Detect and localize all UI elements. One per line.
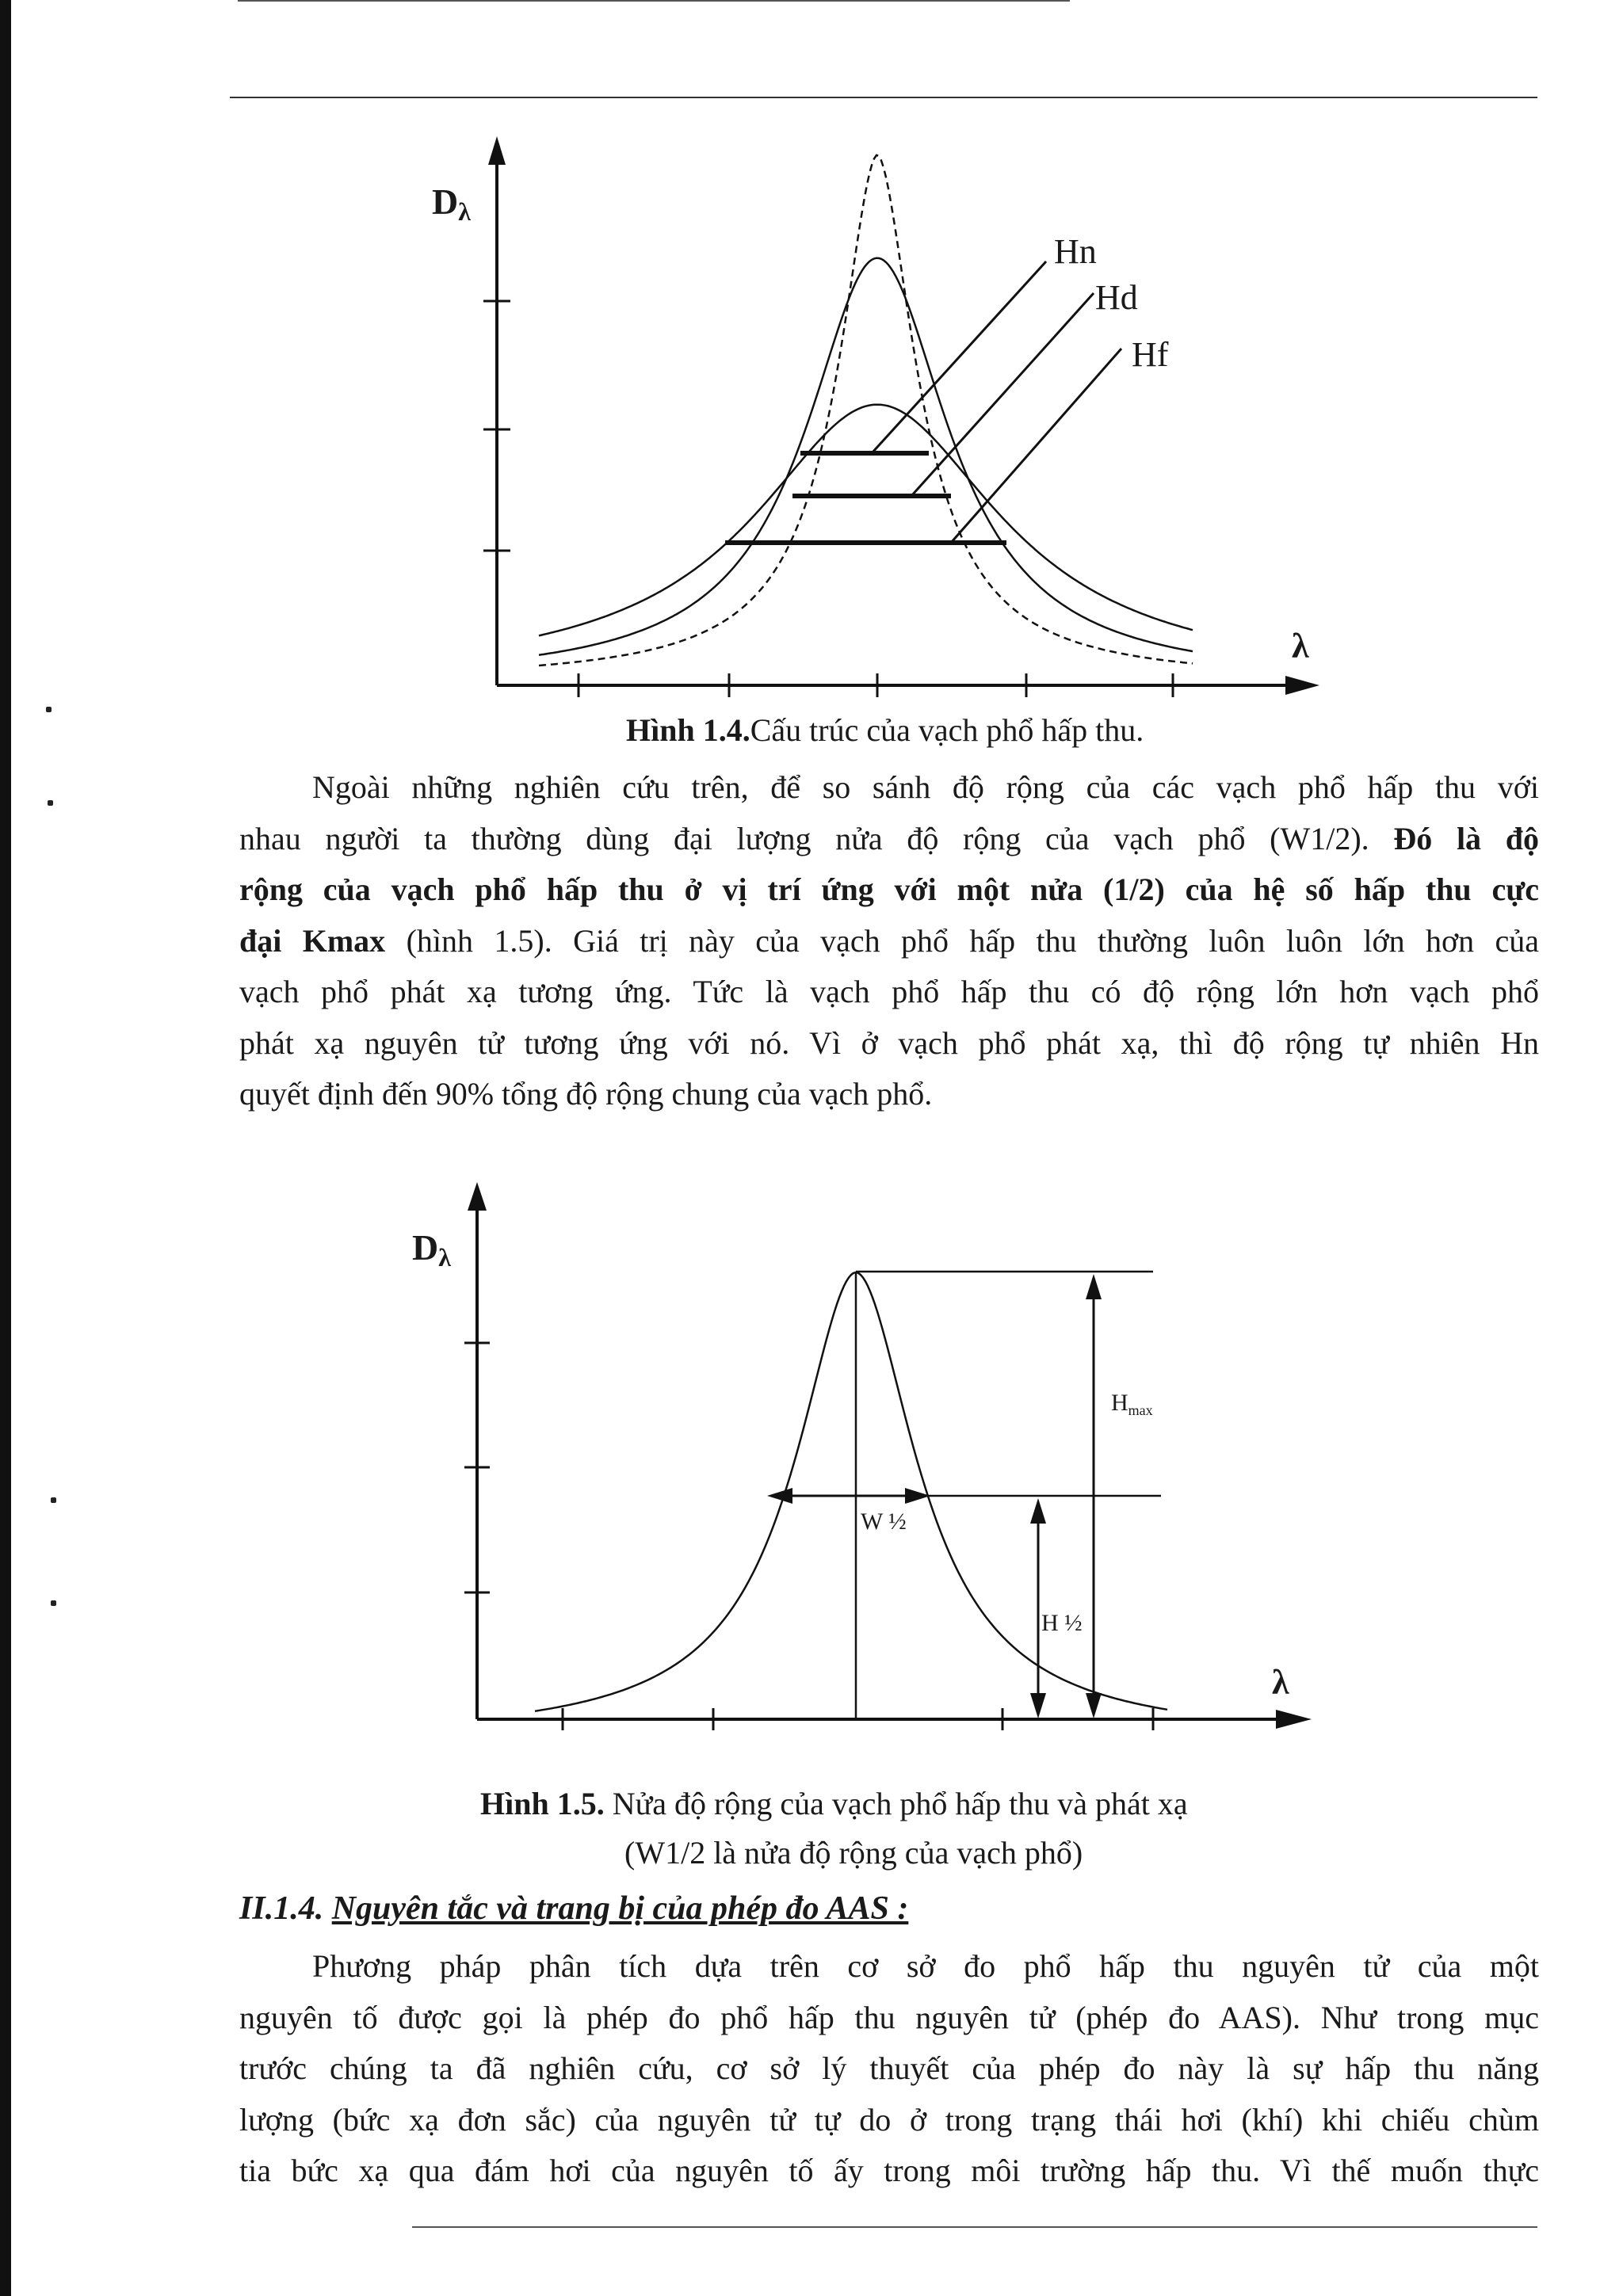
fig2-hhalf-label: H ½ (1041, 1610, 1083, 1636)
figure-1-4-caption (626, 711, 1144, 749)
text-line: đại Kmax (hình 1.5). Giá trị này của vạch phổ hấp thu thường luôn luôn lớn hơn của (239, 922, 1540, 959)
fig1-y-arrow (488, 136, 506, 165)
fig1-x-axis-label: λ (1292, 627, 1309, 666)
fig2-y-arrow (468, 1182, 487, 1211)
text-line: nguyên tố được gọi là phép đo phổ hấp thu nguyên tử (phép đo AAS). Như trong mục (239, 1999, 1539, 2035)
text-line: phát xạ nguyên tử tương ứng với nó. Vì ở vạch phổ phát xạ, thì độ rộng tự nhiên Hn (239, 1024, 1539, 1061)
section-title: Nguyên tắc và trang bị của phép đo AAS : (331, 1890, 909, 1927)
caption-text: Cấu trúc của vạch phổ hấp thu. (750, 712, 1144, 748)
fig2-hmax-arrowhead-top (1086, 1274, 1102, 1299)
text-line: Ngoài những nghiên cứu trên, để so sánh độ rộng của các vạch phổ hấp thu với (312, 769, 1539, 805)
caption-text: Nửa độ rộng của vạch phổ hấp thu và phát xạ (612, 1786, 1188, 1821)
text-line: lượng (bức xạ đơn sắc) của nguyên tử tự do ở trong trạng thái hơi (khí) khi chiếu chùm (239, 2101, 1539, 2138)
text-line: Phương pháp phân tích dựa trên cơ sở đo phổ hấp thu nguyên tử của một (312, 1948, 1539, 1984)
paragraph-1 (239, 762, 1539, 1120)
fig1-label-hn: Hn (1054, 232, 1097, 271)
fig1-x-arrow (1285, 676, 1319, 695)
section-number: II.1.4. (239, 1890, 324, 1927)
scan-top-edge (238, 0, 1070, 2)
caption-label: Hình 1.5. (480, 1786, 605, 1821)
text-line: tia bức xạ qua đám hơi của nguyên tố ấy trong môi trường hấp thu. Vì thế muốn thực (239, 2153, 1539, 2188)
figure-1-4 (432, 127, 1331, 713)
fig1-label-hd: Hd (1095, 278, 1138, 317)
fig2-whalf-arrowhead-left (767, 1488, 792, 1504)
text-line: rộng của vạch phổ hấp thu ở vị trí ứng với một nửa (1/2) của hệ số hấp thu cực (239, 871, 1539, 907)
fig2-x-axis-label: λ (1272, 1663, 1289, 1702)
fig1-y-axis-label: Dλ (432, 181, 471, 226)
fig2-hhalf-arrowhead-bottom (1030, 1693, 1046, 1718)
figure-1-5 (412, 1173, 1363, 1743)
header-rule (230, 97, 1537, 98)
fig1-narrow-curve (539, 258, 1193, 655)
text-line: trước chúng ta đã nghiên cứu, cơ sở lý thuyết của phép đo này là sự hấp thu năng (239, 2050, 1539, 2086)
fig1-label-hf: Hf (1132, 335, 1169, 374)
fig2-hmax-arrowhead-bottom (1086, 1693, 1102, 1718)
section-heading (239, 1890, 908, 1928)
fig2-absorption-curve (535, 1272, 1167, 1711)
caption-label: Hình 1.4. (626, 712, 750, 748)
fig1-broad-curve (539, 405, 1193, 636)
scan-speck (46, 707, 52, 712)
text-line: quyết định đến 90% tổng độ rộng chung của vạch phổ. (239, 1076, 933, 1112)
scan-speck (48, 800, 53, 806)
scan-speck (51, 1497, 56, 1503)
fig2-hhalf-arrowhead-top (1030, 1498, 1046, 1524)
text-line: nhau người ta thường dùng đại lượng nửa độ rộng của vạch phổ (W1/2). Đó là độ (239, 820, 1539, 856)
footer-rule (412, 2226, 1537, 2228)
fig1-leader-hd (911, 293, 1094, 496)
fig2-hmax-label: $H_{max}$ (1111, 1390, 1153, 1418)
figure-1-5-caption-line2: (W1/2 là nửa độ rộng của vạch phổ) (624, 1835, 1083, 1871)
scan-left-border (0, 0, 11, 2296)
scan-speck (51, 1600, 56, 1606)
fig2-whalf-label: W ½ (861, 1508, 907, 1535)
text-line: vạch phổ phát xạ tương ứng. Tức là vạch phổ hấp thu có độ rộng lớn hơn vạch phổ (239, 974, 1539, 1009)
fig1-leader-hf (951, 349, 1121, 543)
figure-1-5-caption (480, 1785, 1188, 1822)
paragraph-2 (239, 1941, 1539, 2197)
fig2-x-arrow (1276, 1710, 1312, 1729)
fig1-leader-hn (872, 261, 1046, 453)
fig2-y-axis-label: Dλ (412, 1227, 451, 1272)
